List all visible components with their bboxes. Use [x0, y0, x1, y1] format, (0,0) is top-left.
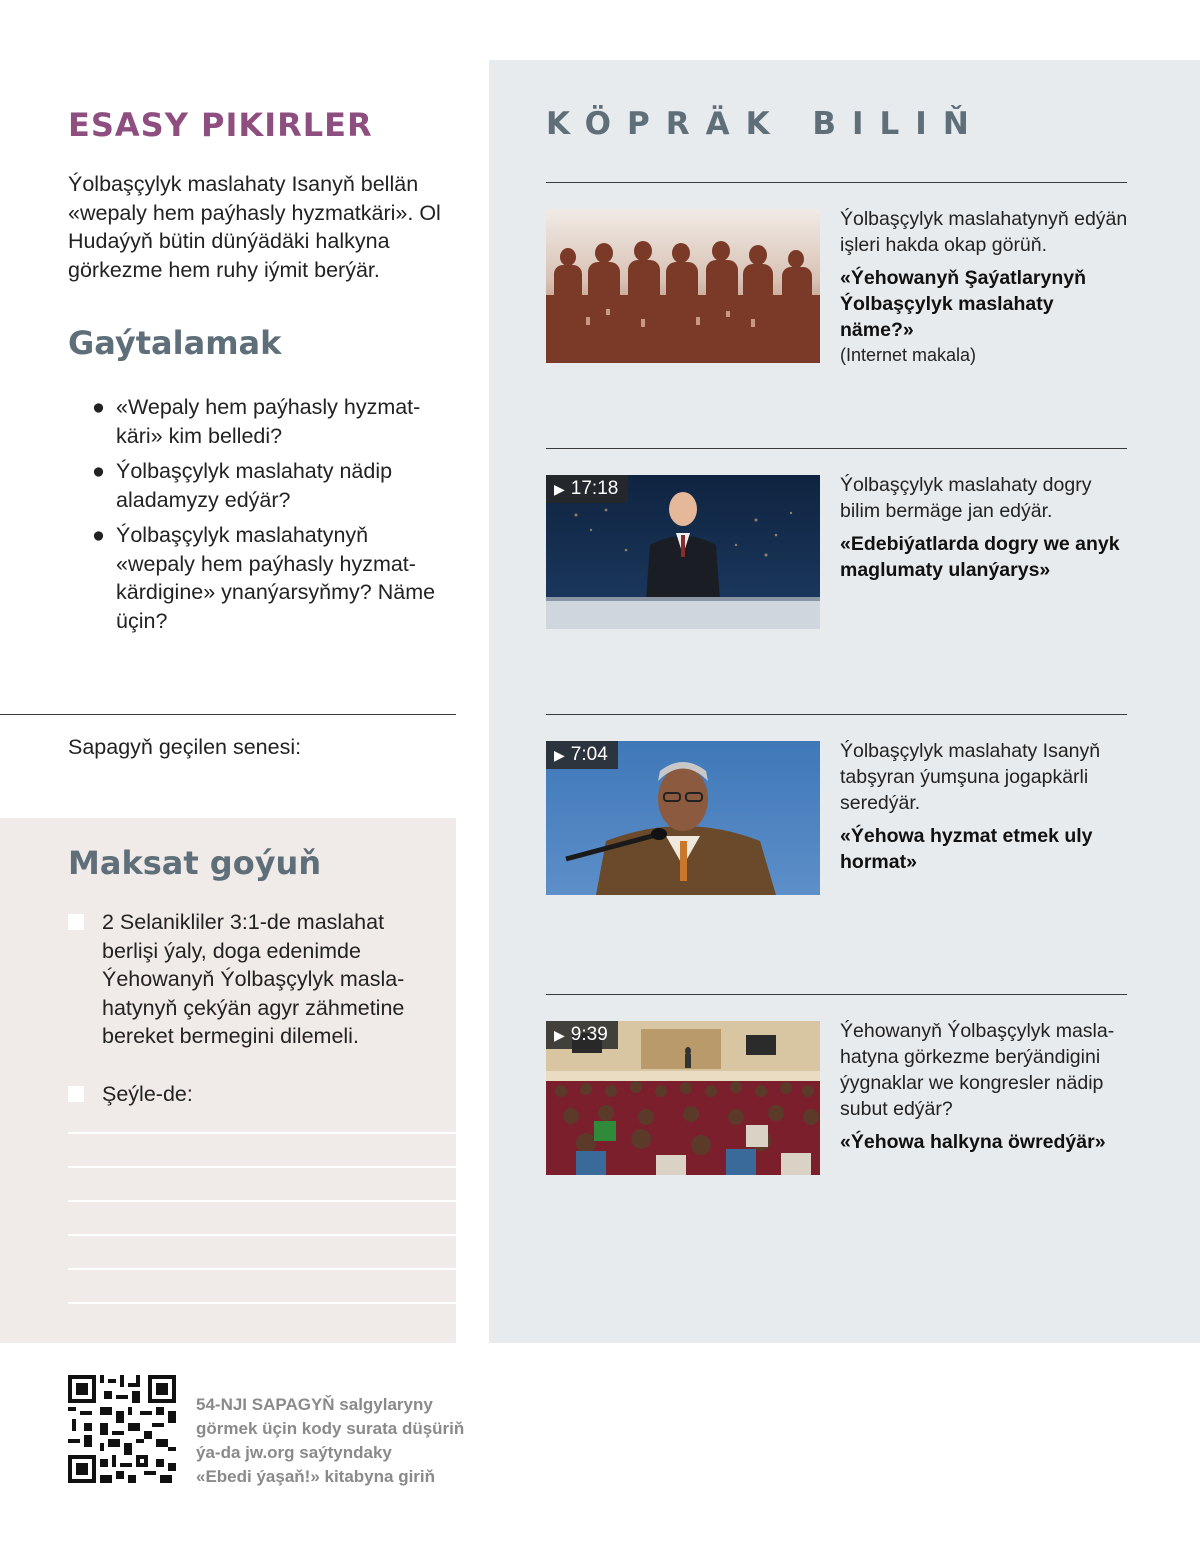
- bullet-icon: ●: [92, 523, 105, 547]
- writing-line[interactable]: [68, 1166, 456, 1168]
- item-note: (Internet makala): [840, 345, 977, 365]
- review-heading: Gaýtalamak: [68, 324, 282, 362]
- goal-checkbox[interactable]: [68, 1086, 84, 1102]
- item-title-link[interactable]: «Edebiýatlarda dogry we anyk maglumaty ulanýarys»: [840, 533, 1120, 581]
- learn-more-item: [840, 1018, 1130, 1155]
- play-icon: ▶: [554, 1027, 565, 1043]
- goal-heading: Maksat goýuň: [68, 844, 322, 882]
- main-points-text: Ýolbaşçylyk maslahaty Isanyň bellän «wepaly hem paýhasly hyzmatkäri». Ol Hudaýyň bütin dünýädäki halkyna görkezme hem ruhy iýmit berýär.: [68, 172, 441, 282]
- writing-line[interactable]: [68, 1268, 456, 1270]
- goal-checkbox[interactable]: [68, 914, 84, 930]
- writing-line[interactable]: [68, 1302, 456, 1304]
- video-duration: ▶ 9:39: [546, 1021, 618, 1049]
- item-title-link[interactable]: «Ýehowanyň Şaýatlarynyň Ýolbaşçylyk maslahaty näme?»: [840, 267, 1087, 341]
- item-description: Ýehowanyň Ýolbaşçylyk masla-hatyna görkezme berýändigini ýygnaklar we kongresler nädip subut edýär?: [840, 1020, 1115, 1120]
- learn-more-heading: KÖPRÄK BILIŇ: [546, 106, 985, 142]
- item-title-link[interactable]: «Ýehowa hyzmat etmek uly hormat»: [840, 825, 1093, 873]
- divider: [546, 448, 1127, 449]
- learn-more-item: [840, 472, 1130, 583]
- writing-line[interactable]: [68, 1234, 456, 1236]
- learn-more-item: [840, 206, 1130, 368]
- item-description: Ýolbaşçylyk maslahatynyň edýän işleri hakda okap görüň.: [840, 208, 1128, 256]
- qr-code-icon[interactable]: [68, 1375, 176, 1483]
- bullet-icon: ●: [92, 395, 105, 419]
- play-icon: ▶: [554, 481, 565, 497]
- divider: [546, 714, 1127, 715]
- writing-line[interactable]: [68, 1132, 456, 1134]
- video-duration: ▶ 7:04: [546, 741, 618, 769]
- video-thumbnail[interactable]: [546, 741, 820, 895]
- item-description: Ýolbaşçylyk maslahaty dogry bilim bermäge jan edýär.: [840, 474, 1092, 522]
- main-points-heading: ESASY PIKIRLER: [68, 106, 373, 144]
- video-duration: ▶ 17:18: [546, 475, 628, 503]
- learn-more-item: [840, 738, 1130, 875]
- bullet-icon: ●: [92, 459, 105, 483]
- video-thumbnail[interactable]: [546, 1021, 820, 1175]
- goal-item-text: 2 Selanikliler 3:1-de maslahat berlişi ýaly, doga edenimde Ýehowanyň Ýolbaşçylyk masla-hatynyň çekýän agyr zähmetine bereket bermegini dilemeli.: [102, 910, 405, 1048]
- list-item: ● «Wepaly hem paýhasly hyzmat-käri» kim belledi?: [92, 395, 421, 448]
- goal-item-text: Şeýle-de:: [102, 1082, 193, 1106]
- lesson-date-label: Sapagyň geçilen senesi:: [68, 735, 302, 759]
- review-questions: [92, 393, 452, 642]
- meeting-silhouette-image: [546, 209, 820, 363]
- item-title-link[interactable]: «Ýehowa halkyna öwredýär»: [840, 1131, 1106, 1153]
- divider: [546, 994, 1127, 995]
- article-thumbnail[interactable]: [546, 209, 820, 363]
- play-icon: ▶: [554, 747, 565, 763]
- list-item: ● Ýolbaşçylyk maslahatynyň «wepaly hem paýhasly hyzmat-kärdigine» ynanýarsyňmy? Näme üçin?: [92, 523, 436, 633]
- divider: [0, 714, 456, 715]
- list-item: ● Ýolbaşçylyk maslahaty nädip aladamyzy edýär?: [92, 459, 393, 512]
- writing-line[interactable]: [68, 1200, 456, 1202]
- item-description: Ýolbaşçylyk maslahaty Isanyň tabşyran ýumşuna jogapkärli seredýär.: [840, 740, 1101, 814]
- divider: [546, 182, 1127, 183]
- video-thumbnail[interactable]: [546, 475, 820, 629]
- footer-note: 54-NJI SAPAGYŇ salgylaryny görmek üçin kody surata düşüriň ýa-da jw.org saýtyndaky «Ebedi ýaşaň!» kitabyna giriň: [196, 1395, 465, 1486]
